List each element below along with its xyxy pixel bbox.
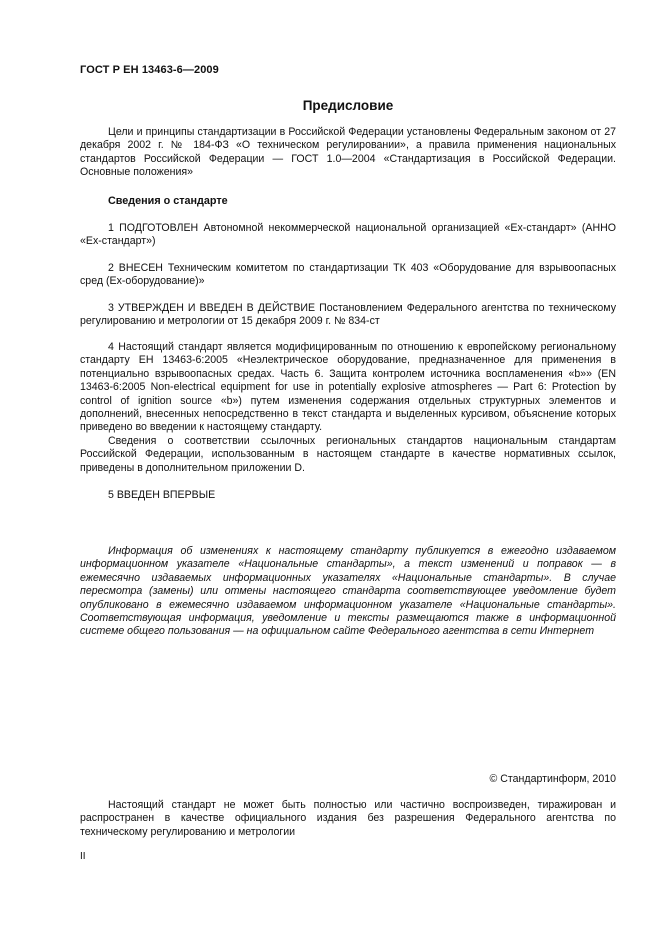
item-3-text: 3 УТВЕРЖДЕН И ВВЕДЕН В ДЕЙСТВИЕ Постановлением Федерального агентства по техническому регулированию и метрологии от 15 декабря 2009 г. № 834-ст bbox=[80, 302, 616, 328]
info-heading: Сведения о стандарте bbox=[108, 195, 228, 207]
item-4-references-text: Сведения о соответствии ссылочных региональных стандартов национальным стандартам Российской Федерации, использованным в настоящем стандарте в качестве нормативных ссылок, приведены в дополнительном приложении D. bbox=[80, 434, 616, 474]
rights-text: Настоящий стандарт не может быть полностью или частично воспроизведен, тиражирован и распространен в качестве официального издания без разрешения Федерального агентства по техническому регулированию и метрологии bbox=[80, 799, 616, 838]
item-4 bbox=[80, 341, 616, 475]
intro-text: Цели и принципы стандартизации в Российской Федерации установлены Федеральным законом от 27 декабря 2002 г. № 184-ФЗ «О техническом регулировании», а правила применения национальных стандартов Российской Федерации — ГОСТ 1.0—2004 «Стандартизация в Российской Федерации. Основные положения» bbox=[80, 126, 616, 179]
intro-paragraph bbox=[80, 126, 616, 180]
item-2 bbox=[80, 262, 616, 289]
page-number: II bbox=[80, 851, 86, 862]
item-3 bbox=[80, 302, 616, 329]
item-2-text: 2 ВНЕСЕН Техническим комитетом по стандартизации ТК 403 «Оборудование для взрывоопасных сред (Ех-оборудование)» bbox=[80, 262, 616, 288]
page-title: Предисловие bbox=[302, 98, 394, 113]
item-5 bbox=[80, 489, 616, 502]
item-1-text: 1 ПОДГОТОВЛЕН Автономной некоммерческой национальной организацией «Ех-стандарт» (АННО «Ех-стандарт») bbox=[80, 222, 616, 248]
item-5-text: 5 ВВЕДЕН ВПЕРВЫЕ bbox=[108, 489, 216, 501]
rights-paragraph bbox=[80, 799, 616, 839]
notice-paragraph bbox=[80, 545, 616, 639]
document-header: ГОСТ Р ЕН 13463-6—2009 bbox=[80, 64, 219, 76]
notice-text: Информация об изменениях к настоящему стандарту публикуется в ежегодно издаваемом информационном указателе «Национальные стандарты», а текст изменений и поправок — в ежемесячно издаваемых информационных указателях «Национальные стандарты». В случае пересмотра (замены) или отмены настоящего стандарта соответствующее уведомление будет опубликовано в ежемесячно издаваемом информационном указателе «Национальные стандарты». Соответствующая информация, уведомление и тексты размещаются также в информационной системе общего пользования — на официальном сайте Федерального агентства в сети Интернет bbox=[80, 545, 616, 638]
copyright: © Стандартинформ, 2010 bbox=[489, 773, 616, 785]
item-4-text: 4 Настоящий стандарт является модифицированным по отношению к европейскому региональному стандарту ЕН 13463-6:2005 «Неэлектрическое оборудование, предназначенное для применения в потенциально взрывоопасных средах. Часть 6. Защита контролем источника воспламенения «b»» (EN 13463-6:2005 Non-electrical equipment for use in potentially explosive atmospheres — Part 6: Protection by control of ignition source «b») путем изменения содержания отдельных структурных элементов и дополнений, внесенных непосредственно в текст стандарта и выделенных курсивом, объяснение которых приведено во введении к настоящему стандарту. bbox=[80, 341, 616, 434]
item-1 bbox=[80, 222, 616, 249]
